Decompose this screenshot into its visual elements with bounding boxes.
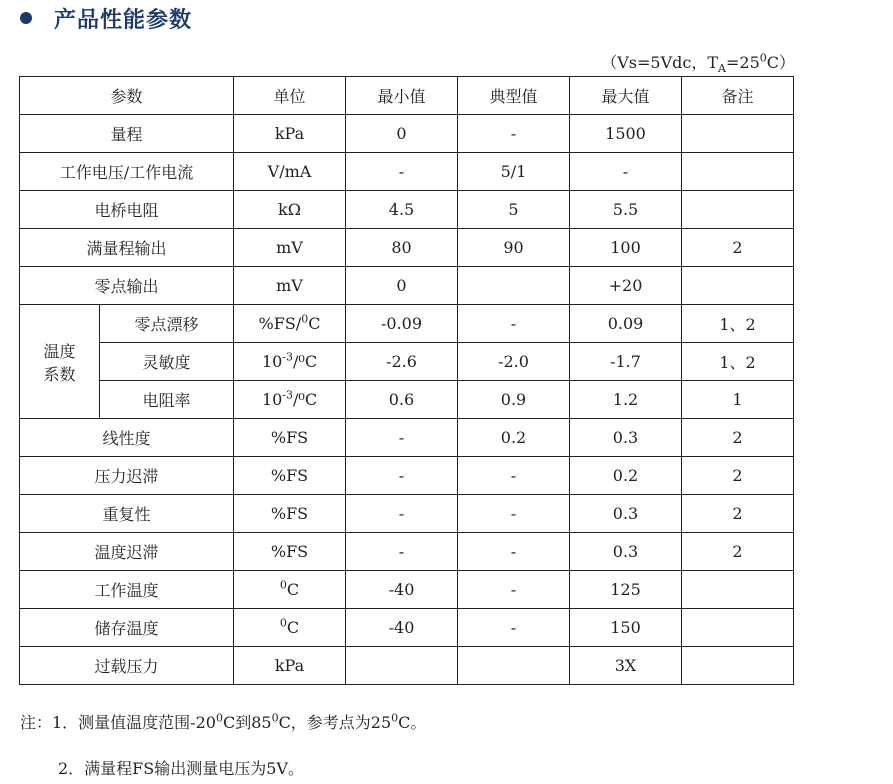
cell-max: 3X — [570, 647, 682, 685]
cell-note — [682, 115, 794, 153]
cell-note: 2 — [682, 419, 794, 457]
cell-note: 1 — [682, 381, 794, 419]
cell-note: 2 — [682, 533, 794, 571]
cell-param: 电桥电阻 — [20, 191, 234, 229]
cell-max: 125 — [570, 571, 682, 609]
table-row — [20, 533, 794, 571]
cell-param: 灵敏度 — [100, 343, 234, 381]
table-row — [20, 267, 794, 305]
table-row — [20, 229, 794, 267]
cell-unit: mV — [234, 267, 346, 305]
cell-typ: 0.9 — [458, 381, 570, 419]
cell-min: -2.6 — [346, 343, 458, 381]
cell-max: 5.5 — [570, 191, 682, 229]
table-row — [20, 419, 794, 457]
cell-min: -0.09 — [346, 305, 458, 343]
cell-typ: - — [458, 305, 570, 343]
cell-param: 零点输出 — [20, 267, 234, 305]
cell-unit: kΩ — [234, 191, 346, 229]
cell-param: 重复性 — [20, 495, 234, 533]
cell-max: 0.3 — [570, 533, 682, 571]
cell-typ: 0.2 — [458, 419, 570, 457]
cell-max: 100 — [570, 229, 682, 267]
cell-unit: %FS — [234, 495, 346, 533]
cell-max: -1.7 — [570, 343, 682, 381]
cell-param: 线性度 — [20, 419, 234, 457]
cell-typ: - — [458, 609, 570, 647]
cell-typ: - — [458, 571, 570, 609]
note-2: 2．满量程FS输出测量电压为5V。 — [58, 759, 304, 778]
cell-note — [682, 609, 794, 647]
cell-min: - — [346, 457, 458, 495]
cell-unit: mV — [234, 229, 346, 267]
cell-max: 0.2 — [570, 457, 682, 495]
cell-unit: $^0$C — [234, 609, 346, 647]
cell-note — [682, 267, 794, 305]
table-row — [20, 457, 794, 495]
cell-typ: 90 — [458, 229, 570, 267]
cell-min: -40 — [346, 609, 458, 647]
cell-note: 1、2 — [682, 305, 794, 343]
column-header: 参数 — [20, 77, 234, 115]
cell-param: 满量程输出 — [20, 229, 234, 267]
cell-typ: 5 — [458, 191, 570, 229]
cell-min: - — [346, 495, 458, 533]
cell-typ: - — [458, 457, 570, 495]
table-row — [20, 115, 794, 153]
cell-unit: $10^{-3}/^0C$ — [234, 381, 346, 419]
cell-max: - — [570, 153, 682, 191]
cell-max: 0.09 — [570, 305, 682, 343]
test-conditions: （Vs=5Vdc，$T_A=25^0C$） — [601, 51, 795, 76]
section-heading — [20, 2, 192, 34]
cell-param: 工作温度 — [20, 571, 234, 609]
table-row — [20, 647, 794, 685]
cell-param: 工作电压/工作电流 — [20, 153, 234, 191]
cell-typ: - — [458, 533, 570, 571]
cell-max: +20 — [570, 267, 682, 305]
cell-unit: %FS/$^0$C — [234, 305, 346, 343]
cell-typ: - — [458, 495, 570, 533]
group-label: 温度 系数 — [20, 305, 100, 419]
cell-max: 0.3 — [570, 419, 682, 457]
cell-param: 储存温度 — [20, 609, 234, 647]
cell-min: -40 — [346, 571, 458, 609]
cell-param: 量程 — [20, 115, 234, 153]
column-header: 最小值 — [346, 77, 458, 115]
cell-param: 零点漂移 — [100, 305, 234, 343]
cell-max: 1500 — [570, 115, 682, 153]
note-1: 注：1．测量值温度范围$-20^0C$到$85^0C$，参考点为$25^0C$。 — [20, 711, 427, 732]
cell-param: 电阻率 — [100, 381, 234, 419]
table-row — [20, 153, 794, 191]
cell-max: 0.3 — [570, 495, 682, 533]
cell-typ: 5/1 — [458, 153, 570, 191]
table-row — [20, 609, 794, 647]
cell-min: 80 — [346, 229, 458, 267]
cell-note — [682, 191, 794, 229]
cell-note: 1、2 — [682, 343, 794, 381]
cell-min: 0.6 — [346, 381, 458, 419]
cell-typ — [458, 267, 570, 305]
section-title: 产品性能参数 — [54, 7, 193, 33]
table-row — [20, 191, 794, 229]
column-header: 备注 — [682, 77, 794, 115]
cell-unit: V/mA — [234, 153, 346, 191]
table-row — [20, 381, 794, 419]
cell-unit: %FS — [234, 533, 346, 571]
table-row — [20, 495, 794, 533]
cell-max: 150 — [570, 609, 682, 647]
cell-min: - — [346, 153, 458, 191]
cell-min — [346, 647, 458, 685]
cell-typ: -2.0 — [458, 343, 570, 381]
cell-max: 1.2 — [570, 381, 682, 419]
cell-min: - — [346, 419, 458, 457]
cell-min: 0 — [346, 115, 458, 153]
cell-min: 4.5 — [346, 191, 458, 229]
column-header: 最大值 — [570, 77, 682, 115]
cell-param: 过载压力 — [20, 647, 234, 685]
table-row — [20, 305, 794, 343]
column-header: 单位 — [234, 77, 346, 115]
cell-typ — [458, 647, 570, 685]
cell-unit: kPa — [234, 115, 346, 153]
cell-unit: kPa — [234, 647, 346, 685]
cell-note — [682, 647, 794, 685]
cell-param: 压力迟滞 — [20, 457, 234, 495]
table-row — [20, 571, 794, 609]
bullet-icon — [20, 12, 32, 24]
cell-unit: $10^{-3}/^0C$ — [234, 343, 346, 381]
cell-unit: $^0$C — [234, 571, 346, 609]
cell-note: 2 — [682, 229, 794, 267]
cell-unit: %FS — [234, 457, 346, 495]
table-row — [20, 343, 794, 381]
cell-note: 2 — [682, 495, 794, 533]
column-header: 典型值 — [458, 77, 570, 115]
cell-min: 0 — [346, 267, 458, 305]
cell-note — [682, 571, 794, 609]
cell-unit: %FS — [234, 419, 346, 457]
cell-min: - — [346, 533, 458, 571]
cell-param: 温度迟滞 — [20, 533, 234, 571]
cell-typ: - — [458, 115, 570, 153]
cell-note — [682, 153, 794, 191]
table-header-row — [20, 77, 794, 115]
cell-note: 2 — [682, 457, 794, 495]
performance-table — [19, 76, 794, 685]
